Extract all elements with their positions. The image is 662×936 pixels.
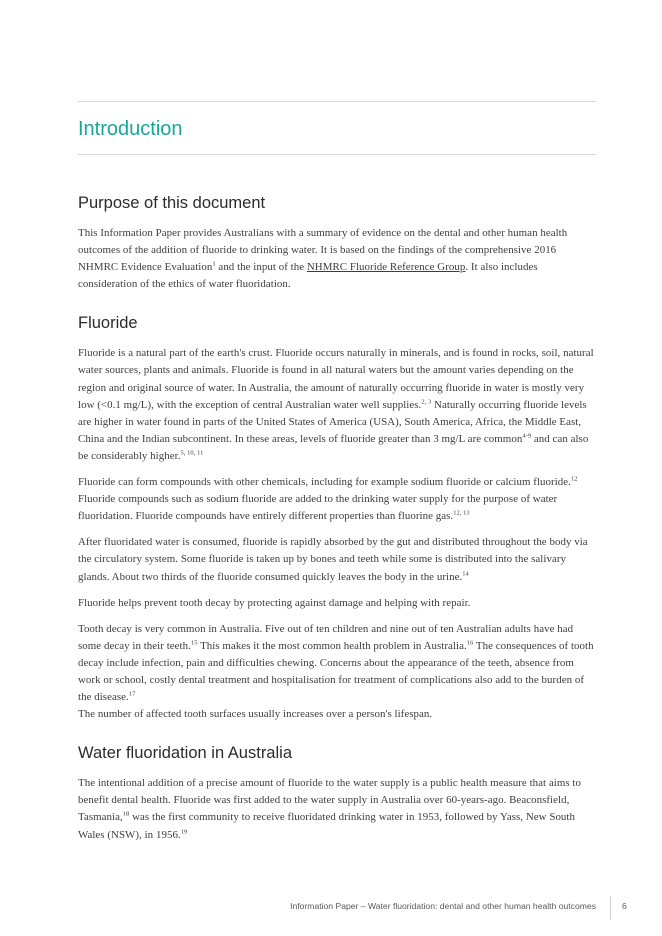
- paragraph-text: Fluoride is a natural part of the earth's crust. Fluoride occurs naturally in minerals, and is found in rocks, soil, natural water sources, plants and animals. Fluoride is found in all natural waters but the amount varies depending on the region and original source of water. In Australia, the amount of naturally occurring fluoride in water is mostly very low (<0.1 mg/L), with the exception of central Australian water well supplies.: [78, 347, 594, 411]
- paragraph-text: The intentional addition of a precise amount of fluoride to the water supply is a public health measure that aims to benefit dental health. Fluoride was first added to the water supply in Australia over 60-years-ago. Beaconsfield, Tasmania,: [78, 777, 581, 824]
- paragraph: [78, 345, 596, 465]
- paragraph-text: This Information Paper provides Australians with a summary of evidence on the dental and other human health outcomes of the addition of fluoride to drinking water. It is based on the findings of the comprehensive 2016 NHMRC Evidence Evaluation: [78, 227, 568, 274]
- paragraph: [78, 775, 596, 843]
- footer-divider: [610, 896, 611, 920]
- section-fluoride: [78, 312, 596, 723]
- citation: 15: [190, 639, 198, 647]
- chapter-title: Introduction: [78, 118, 183, 140]
- page-footer: [0, 896, 662, 926]
- paragraph-text: Fluoride can form compounds with other chemicals, including for example sodium fluoride or calcium fluoride.: [78, 476, 571, 489]
- paragraph-text: and can also be considerably higher.: [78, 432, 589, 462]
- citation: 16: [466, 639, 474, 647]
- section-water-fluoridation-australia: [78, 742, 596, 843]
- paragraph: [78, 474, 596, 525]
- paragraph-text: The consequences of tooth decay include infection, pain and difficulties chewing. Concerns about the appearance of the teeth, absence from work or school, costly dental treatment and hospitalisation for treatment of complications also add to the burden of the disease.: [78, 639, 594, 704]
- citation: 18: [122, 810, 130, 818]
- paragraph: [78, 621, 596, 724]
- paragraph-text: Tooth decay is very common in Australia. Five out of ten children and nine out of ten Australian adults have had some decay in their teeth.: [78, 622, 574, 652]
- main-content: [78, 192, 596, 863]
- section-heading: Water fluoridation in Australia: [78, 744, 292, 763]
- title-divider: [78, 154, 596, 155]
- section-purpose: [78, 192, 596, 293]
- paragraph-text: Fluoride compounds such as sodium fluoride are added to the drinking water supply for the purpose of water fluoridation. Fluoride compounds have entirely different properties than fluorine gas.: [78, 493, 558, 523]
- citation: 12, 13: [453, 509, 470, 517]
- citation: 19: [180, 827, 188, 835]
- citation: 2, 3: [421, 398, 432, 406]
- section-heading: Purpose of this document: [78, 194, 266, 212]
- top-divider: [78, 101, 596, 102]
- paragraph-text: and the input of the: [215, 261, 307, 274]
- fluoride-reference-group-link[interactable]: NHMRC Fluoride Reference Group: [306, 261, 466, 274]
- citation: 17: [128, 690, 136, 698]
- section-heading: Fluoride: [78, 314, 138, 333]
- paragraph-text: . It also includes consideration of the ethics of water fluoridation.: [78, 261, 538, 291]
- footer-document-title: Information Paper – Water fluoridation: dental and other human health outcomes: [290, 901, 596, 911]
- paragraph: [78, 225, 596, 293]
- citation: 5, 10, 11: [180, 449, 204, 457]
- citation: 14: [462, 569, 469, 577]
- paragraph-text: The number of affected tooth surfaces usually increases over a person's lifespan.: [78, 708, 433, 721]
- paragraph-text: This makes it the most common health problem in Australia.: [197, 639, 467, 652]
- citation: 1: [212, 260, 216, 268]
- paragraph-text: After fluoridated water is consumed, fluoride is rapidly absorbed by the gut and distributed throughout the body via the circulatory system. Some fluoride is taken up by bones and teeth while some is distributed into the salivary glands. About two thirds of the fluoride consumed quickly leaves the body in the urine.: [78, 536, 588, 583]
- paragraph-text: Fluoride helps prevent tooth decay by protecting against damage and helping with repair.: [78, 596, 471, 609]
- paragraph-text: Naturally occurring fluoride levels are higher in water found in parts of the United States of America (USA), South America, Africa, the Middle East, China and the Indian subcontinent. In these areas, levels of fluoride greater than 3 mg/L are common: [78, 398, 587, 445]
- paragraph: [78, 534, 596, 585]
- paragraph: [78, 595, 596, 612]
- paragraph-text: was the first community to receive fluoridated drinking water in 1953, followed by Yass, New South Wales (NSW), in 1956.: [78, 811, 575, 841]
- page-number: 6: [622, 901, 627, 911]
- citation: 12: [570, 475, 578, 483]
- citation: 4-9: [522, 432, 532, 440]
